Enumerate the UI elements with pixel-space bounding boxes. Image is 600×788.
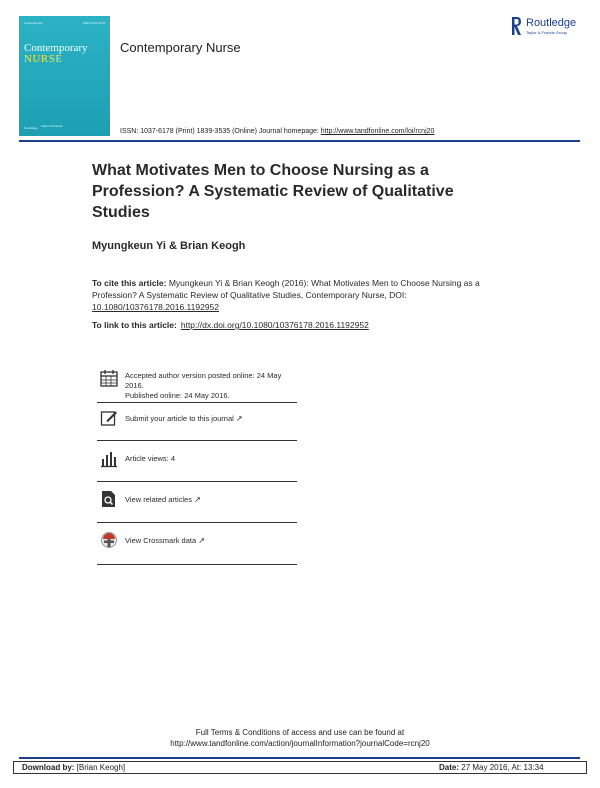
accepted-date-text: Accepted author version posted online: 24 May 2016. [125, 371, 282, 390]
publisher-tagline: Taylor & Francis Group [526, 30, 567, 35]
journal-homepage-link[interactable]: http://www.tandfonline.com/loi/rcnj20 [320, 128, 435, 135]
issn-line [120, 128, 434, 135]
meta-divider [97, 440, 297, 441]
external-link-icon: ↗ [198, 536, 205, 545]
download-date [439, 763, 544, 772]
article-views-text: Article views: 4 [125, 454, 176, 463]
date-label: Date: [439, 763, 460, 772]
cover-bottom-text: Routledge [24, 126, 38, 130]
meta-crossmark[interactable] [97, 531, 297, 551]
terms-line1: Full Terms & Conditions of access and use can be found at [195, 728, 405, 737]
bar-chart-icon [100, 450, 118, 468]
cover-title-line1: Contemporary [24, 42, 88, 54]
calendar-icon [100, 369, 118, 387]
related-articles-text: View related articles [125, 495, 192, 504]
external-link-icon: ↗ [235, 414, 243, 423]
meta-submit[interactable] [97, 409, 297, 429]
citation-label: To cite this article: [92, 278, 167, 288]
meta-divider [97, 564, 297, 565]
article-title: What Motivates Men to Choose Nursing as a Profession? A Systematic Review of Qualitative Studies [92, 162, 454, 221]
terms-url-link[interactable]: http://www.tandfonline.com/action/journalInformation?journalCode=rcnj20 [170, 739, 430, 748]
meta-views [97, 450, 297, 470]
header-divider [19, 140, 580, 142]
citation-text: Myungkeun Yi & Brian Keogh (2016): What Motivates Men to Choose Nursing as a Profession? A Systematic Review of Qualitative Studies, Contemporary Nurse, DOI: [92, 278, 480, 300]
journal-cover-image [19, 16, 110, 136]
meta-divider [97, 481, 297, 482]
terms-notice [0, 727, 600, 749]
download-info-bar [13, 761, 587, 774]
footer-divider [19, 757, 580, 759]
routledge-r-icon [511, 16, 522, 36]
meta-divider [97, 402, 297, 403]
related-articles-link[interactable] [125, 495, 300, 505]
citation-doi-link[interactable]: 10.1080/10376178.2016.1192952 [92, 302, 219, 312]
downloaded-label: Download by: [22, 763, 75, 772]
cover-title-line2: NURSE [24, 53, 63, 65]
crossmark-text: View Crossmark data [125, 536, 197, 545]
publisher-logo [511, 16, 591, 40]
date-value: 27 May 2016, At: 13:34 [459, 763, 544, 772]
published-date-text: Published online: 24 May 2016. [125, 391, 230, 400]
crossmark-link[interactable] [125, 536, 300, 546]
meta-published-text [125, 371, 300, 401]
article-doi-url-link[interactable]: http://dx.doi.org/10.1080/10376178.2016.1192952 [180, 320, 369, 330]
article-link-line [92, 320, 369, 330]
cover-bottom-text2: Taylor & Francis [41, 124, 63, 128]
link-label: To link to this article: [92, 320, 177, 330]
external-link-icon: ↗ [194, 495, 201, 504]
edit-pencil-icon [100, 409, 118, 427]
journal-name: Contemporary Nurse [120, 40, 241, 55]
meta-published [97, 369, 297, 403]
publisher-brand: Routledge [526, 17, 577, 29]
issn-prefix: ISSN: 1037-6178 (Print) 1839-3535 (Online) Journal homepage: [120, 128, 321, 135]
crossmark-icon [100, 531, 118, 549]
submit-article-link[interactable] [125, 414, 300, 424]
cover-small-text: Contemporary [24, 21, 44, 25]
article-authors: Myungkeun Yi & Brian Keogh [92, 240, 246, 252]
downloaded-value: [Brian Keogh] [74, 763, 126, 772]
downloaded-by [22, 763, 125, 772]
meta-divider [97, 522, 297, 523]
citation-block [92, 277, 502, 313]
cover-small-text-right: ISSN 1037-6178 [82, 21, 105, 25]
submit-article-text: Submit your article to this journal [125, 414, 234, 423]
related-search-icon [100, 490, 118, 508]
meta-related[interactable] [97, 490, 297, 510]
